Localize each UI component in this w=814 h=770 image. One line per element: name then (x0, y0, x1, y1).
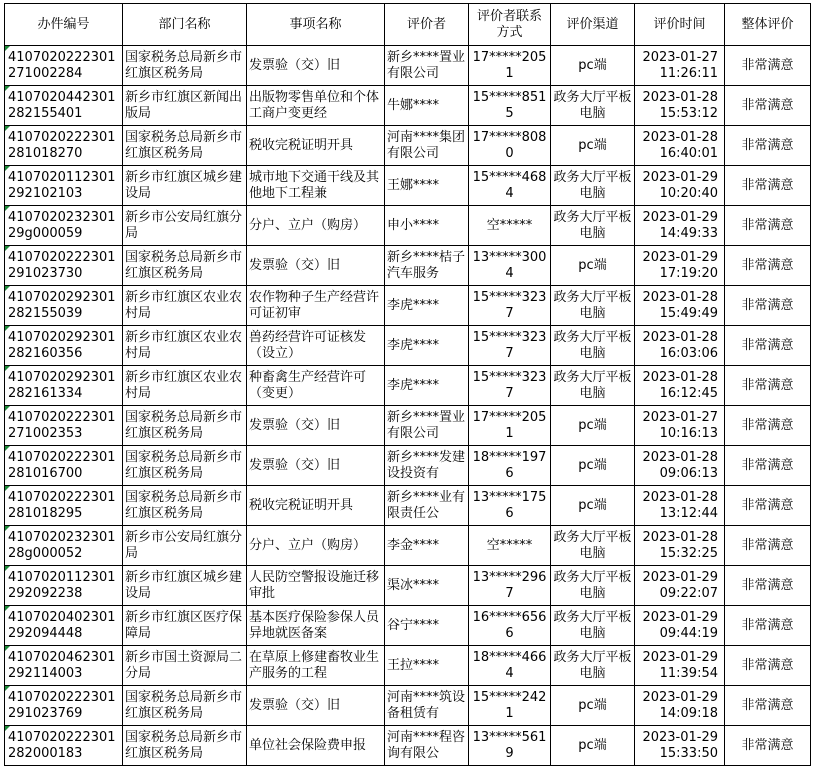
contact-cell[interactable]: 空***** (469, 526, 551, 566)
channel-cell[interactable]: 政务大厅平板电脑 (551, 526, 635, 566)
case-id-cell[interactable]: 4107020222301282000183 (5, 726, 123, 766)
contact-cell[interactable]: 17*****2051 (469, 406, 551, 446)
contact-cell[interactable]: 15*****3237 (469, 286, 551, 326)
time-cell[interactable]: 2023-01-29 14:09:18 (635, 686, 725, 726)
channel-cell[interactable]: pc端 (551, 446, 635, 486)
overall-cell[interactable]: 非常满意 (725, 206, 811, 246)
matter-cell[interactable]: 发票验（交）旧 (247, 406, 385, 446)
contact-cell[interactable]: 空***** (469, 206, 551, 246)
contact-cell[interactable]: 13*****3004 (469, 246, 551, 286)
matter-cell[interactable]: 人民防空警报设施迁移审批 (247, 566, 385, 606)
time-cell[interactable]: 2023-01-28 15:32:25 (635, 526, 725, 566)
case-id-cell[interactable]: 4107020112301292092238 (5, 566, 123, 606)
contact-cell[interactable]: 13*****1756 (469, 486, 551, 526)
contact-cell[interactable]: 15*****3237 (469, 366, 551, 406)
evaluator-cell[interactable]: 王娜**** (385, 166, 469, 206)
overall-cell[interactable]: 非常满意 (725, 326, 811, 366)
matter-cell[interactable]: 税收完税证明开具 (247, 126, 385, 166)
overall-cell[interactable]: 非常满意 (725, 686, 811, 726)
time-cell[interactable]: 2023-01-28 15:49:49 (635, 286, 725, 326)
header-matter: 事项名称 (247, 4, 385, 46)
department-cell[interactable]: 国家税务总局新乡市红旗区税务局 (123, 726, 247, 766)
matter-cell[interactable]: 分户、立户（购房） (247, 526, 385, 566)
overall-cell[interactable]: 非常满意 (725, 246, 811, 286)
evaluator-cell[interactable]: 河南****集团有限公司 (385, 126, 469, 166)
channel-cell[interactable]: 政务大厅平板电脑 (551, 566, 635, 606)
contact-cell[interactable]: 15*****3237 (469, 326, 551, 366)
evaluator-cell[interactable]: 新乡****业有限责任公 (385, 486, 469, 526)
time-cell[interactable]: 2023-01-29 17:19:20 (635, 246, 725, 286)
case-id-cell[interactable]: 4107020292301282161334 (5, 366, 123, 406)
evaluator-cell[interactable]: 王拉**** (385, 646, 469, 686)
department-cell[interactable]: 新乡市红旗区农业农村局 (123, 366, 247, 406)
header-channel: 评价渠道 (551, 4, 635, 46)
channel-cell[interactable]: 政务大厅平板电脑 (551, 366, 635, 406)
overall-cell[interactable]: 非常满意 (725, 366, 811, 406)
header-evaluator: 评价者 (385, 4, 469, 46)
matter-cell[interactable]: 城市地下交通干线及其他地下工程兼 (247, 166, 385, 206)
channel-cell[interactable]: 政务大厅平板电脑 (551, 206, 635, 246)
matter-cell[interactable]: 分户、立户（购房） (247, 206, 385, 246)
time-cell[interactable]: 2023-01-28 15:53:12 (635, 86, 725, 126)
table-row[interactable] (5, 366, 811, 406)
evaluator-cell[interactable]: 牛娜**** (385, 86, 469, 126)
department-cell[interactable]: 新乡市红旗区医疗保障局 (123, 606, 247, 646)
evaluator-cell[interactable]: 李金**** (385, 526, 469, 566)
case-id-cell[interactable]: 4107020292301282160356 (5, 326, 123, 366)
department-cell[interactable]: 国家税务总局新乡市红旗区税务局 (123, 46, 247, 86)
table-row[interactable] (5, 726, 811, 766)
overall-cell[interactable]: 非常满意 (725, 46, 811, 86)
header-department: 部门名称 (123, 4, 247, 46)
table-row[interactable] (5, 446, 811, 486)
table-header-row (5, 4, 811, 46)
contact-cell[interactable]: 18*****1976 (469, 446, 551, 486)
evaluator-cell[interactable]: 李虎**** (385, 286, 469, 326)
time-cell[interactable]: 2023-01-27 11:26:11 (635, 46, 725, 86)
channel-cell[interactable]: pc端 (551, 486, 635, 526)
table-row[interactable] (5, 406, 811, 446)
matter-cell[interactable]: 发票验（交）旧 (247, 446, 385, 486)
evaluator-cell[interactable]: 李虎**** (385, 366, 469, 406)
header-time: 评价时间 (635, 4, 725, 46)
table-row[interactable] (5, 86, 811, 126)
channel-cell[interactable]: 政务大厅平板电脑 (551, 606, 635, 646)
table-row[interactable] (5, 286, 811, 326)
overall-cell[interactable]: 非常满意 (725, 486, 811, 526)
matter-cell[interactable]: 单位社会保险费申报 (247, 726, 385, 766)
header-case-id: 办件编号 (5, 4, 123, 46)
case-id-cell[interactable]: 4107020222301291023730 (5, 246, 123, 286)
case-id-cell[interactable]: 410702023230129g000059 (5, 206, 123, 246)
overall-cell[interactable]: 非常满意 (725, 406, 811, 446)
table-row[interactable] (5, 126, 811, 166)
time-cell[interactable]: 2023-01-28 09:06:13 (635, 446, 725, 486)
department-cell[interactable]: 新乡市红旗区新闻出版局 (123, 86, 247, 126)
contact-cell[interactable]: 18*****4664 (469, 646, 551, 686)
department-cell[interactable]: 国家税务总局新乡市红旗区税务局 (123, 486, 247, 526)
matter-cell[interactable]: 兽药经营许可证核发（设立） (247, 326, 385, 366)
contact-cell[interactable]: 13*****5619 (469, 726, 551, 766)
department-cell[interactable]: 新乡市公安局红旗分局 (123, 206, 247, 246)
evaluator-cell[interactable]: 河南****筑设备租赁有 (385, 686, 469, 726)
evaluator-cell[interactable]: 谷宁**** (385, 606, 469, 646)
matter-cell[interactable]: 出版物零售单位和个体工商户变更经 (247, 86, 385, 126)
overall-cell[interactable]: 非常满意 (725, 126, 811, 166)
overall-cell[interactable]: 非常满意 (725, 646, 811, 686)
case-id-cell[interactable]: 4107020222301281018270 (5, 126, 123, 166)
table-row[interactable] (5, 686, 811, 726)
overall-cell[interactable]: 非常满意 (725, 286, 811, 326)
evaluator-cell[interactable]: 新乡****置业有限公司 (385, 46, 469, 86)
evaluator-cell[interactable]: 河南****程咨询有限公 (385, 726, 469, 766)
time-cell[interactable]: 2023-01-29 09:44:19 (635, 606, 725, 646)
overall-cell[interactable]: 非常满意 (725, 446, 811, 486)
table-row[interactable] (5, 166, 811, 206)
department-cell[interactable]: 新乡市红旗区农业农村局 (123, 326, 247, 366)
contact-cell[interactable]: 15*****4684 (469, 166, 551, 206)
channel-cell[interactable]: pc端 (551, 246, 635, 286)
evaluator-cell[interactable]: 申小**** (385, 206, 469, 246)
header-overall: 整体评价 (725, 4, 811, 46)
department-cell[interactable]: 国家税务总局新乡市红旗区税务局 (123, 406, 247, 446)
channel-cell[interactable]: 政务大厅平板电脑 (551, 326, 635, 366)
department-cell[interactable]: 新乡市国土资源局二分局 (123, 646, 247, 686)
table-body (5, 46, 811, 766)
matter-cell[interactable]: 发票验（交）旧 (247, 46, 385, 86)
overall-cell[interactable]: 非常满意 (725, 166, 811, 206)
time-cell[interactable]: 2023-01-28 16:12:45 (635, 366, 725, 406)
case-id-cell[interactable]: 4107020112301292102103 (5, 166, 123, 206)
case-id-cell[interactable]: 4107020462301292114003 (5, 646, 123, 686)
matter-cell[interactable]: 在草原上修建畜牧业生产服务的工程 (247, 646, 385, 686)
channel-cell[interactable]: pc端 (551, 726, 635, 766)
time-cell[interactable]: 2023-01-28 16:40:01 (635, 126, 725, 166)
contact-cell[interactable]: 16*****6566 (469, 606, 551, 646)
time-cell[interactable]: 2023-01-27 10:16:13 (635, 406, 725, 446)
time-cell[interactable]: 2023-01-28 16:03:06 (635, 326, 725, 366)
overall-cell[interactable]: 非常满意 (725, 566, 811, 606)
header-contact: 评价者联系方式 (469, 4, 551, 46)
matter-cell[interactable]: 基本医疗保险参保人员异地就医备案 (247, 606, 385, 646)
contact-cell[interactable]: 15*****2421 (469, 686, 551, 726)
department-cell[interactable]: 国家税务总局新乡市红旗区税务局 (123, 246, 247, 286)
matter-cell[interactable]: 发票验（交）旧 (247, 246, 385, 286)
case-id-cell[interactable]: 4107020222301271002353 (5, 406, 123, 446)
matter-cell[interactable]: 种畜禽生产经营许可（变更） (247, 366, 385, 406)
case-id-cell[interactable]: 4107020222301271002284 (5, 46, 123, 86)
table-row[interactable] (5, 326, 811, 366)
time-cell[interactable]: 2023-01-29 11:39:54 (635, 646, 725, 686)
case-id-cell[interactable]: 4107020222301281018295 (5, 486, 123, 526)
table-row[interactable] (5, 246, 811, 286)
table-row[interactable] (5, 606, 811, 646)
case-id-cell[interactable]: 4107020402301292094448 (5, 606, 123, 646)
case-id-cell[interactable]: 4107020222301291023769 (5, 686, 123, 726)
channel-cell[interactable]: pc端 (551, 46, 635, 86)
department-cell[interactable]: 国家税务总局新乡市红旗区税务局 (123, 686, 247, 726)
matter-cell[interactable]: 农作物种子生产经营许可证初审 (247, 286, 385, 326)
table-row[interactable] (5, 46, 811, 86)
table-row[interactable] (5, 486, 811, 526)
table-row[interactable] (5, 566, 811, 606)
case-id-cell[interactable]: 410702023230128g000052 (5, 526, 123, 566)
department-cell[interactable]: 新乡市红旗区城乡建设局 (123, 566, 247, 606)
overall-cell[interactable]: 非常满意 (725, 726, 811, 766)
time-cell[interactable]: 2023-01-28 13:12:44 (635, 486, 725, 526)
channel-cell[interactable]: pc端 (551, 686, 635, 726)
evaluator-cell[interactable]: 新乡****桔子汽车服务 (385, 246, 469, 286)
evaluator-cell[interactable]: 新乡****发建设投资有 (385, 446, 469, 486)
evaluation-table (4, 3, 811, 766)
time-cell[interactable]: 2023-01-29 10:20:40 (635, 166, 725, 206)
contact-cell[interactable]: 17*****8080 (469, 126, 551, 166)
overall-cell[interactable]: 非常满意 (725, 86, 811, 126)
time-cell[interactable]: 2023-01-29 14:49:33 (635, 206, 725, 246)
matter-cell[interactable]: 税收完税证明开具 (247, 486, 385, 526)
channel-cell[interactable]: 政务大厅平板电脑 (551, 646, 635, 686)
overall-cell[interactable]: 非常满意 (725, 606, 811, 646)
department-cell[interactable]: 新乡市红旗区农业农村局 (123, 286, 247, 326)
table-row[interactable] (5, 526, 811, 566)
channel-cell[interactable]: 政务大厅平板电脑 (551, 166, 635, 206)
department-cell[interactable]: 国家税务总局新乡市红旗区税务局 (123, 446, 247, 486)
evaluator-cell[interactable]: 李虎**** (385, 326, 469, 366)
department-cell[interactable]: 新乡市红旗区城乡建设局 (123, 166, 247, 206)
time-cell[interactable]: 2023-01-29 15:33:50 (635, 726, 725, 766)
department-cell[interactable]: 国家税务总局新乡市红旗区税务局 (123, 126, 247, 166)
case-id-cell[interactable]: 4107020292301282155039 (5, 286, 123, 326)
overall-cell[interactable]: 非常满意 (725, 526, 811, 566)
department-cell[interactable]: 新乡市公安局红旗分局 (123, 526, 247, 566)
contact-cell[interactable]: 13*****2967 (469, 566, 551, 606)
case-id-cell[interactable]: 4107020442301282155401 (5, 86, 123, 126)
channel-cell[interactable]: pc端 (551, 126, 635, 166)
evaluator-cell[interactable]: 新乡****置业有限公司 (385, 406, 469, 446)
table-row[interactable] (5, 646, 811, 686)
time-cell[interactable]: 2023-01-29 09:22:07 (635, 566, 725, 606)
contact-cell[interactable]: 15*****8515 (469, 86, 551, 126)
matter-cell[interactable]: 发票验（交）旧 (247, 686, 385, 726)
channel-cell[interactable]: pc端 (551, 406, 635, 446)
channel-cell[interactable]: 政务大厅平板电脑 (551, 86, 635, 126)
evaluator-cell[interactable]: 渠冰**** (385, 566, 469, 606)
channel-cell[interactable]: 政务大厅平板电脑 (551, 286, 635, 326)
table-row[interactable] (5, 206, 811, 246)
case-id-cell[interactable]: 4107020222301281016700 (5, 446, 123, 486)
contact-cell[interactable]: 17*****2051 (469, 46, 551, 86)
